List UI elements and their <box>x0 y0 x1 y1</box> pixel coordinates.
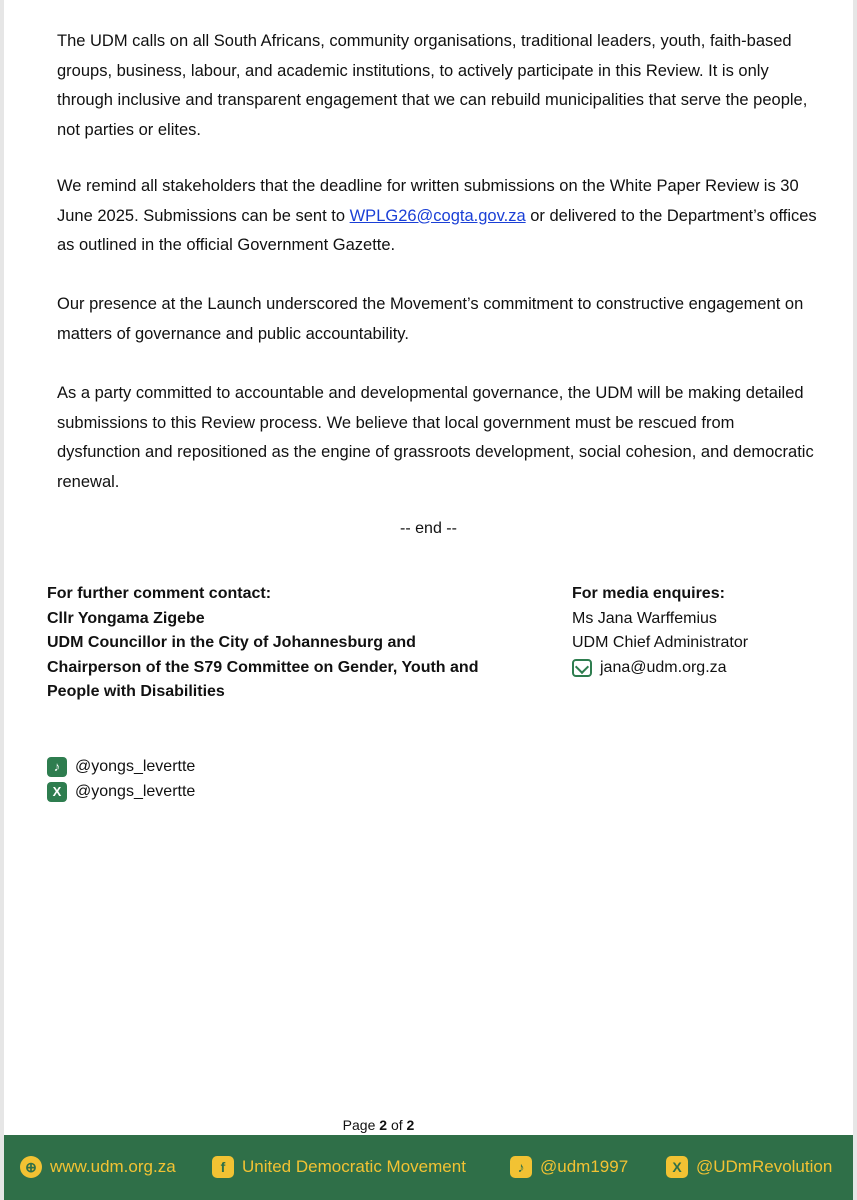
facebook-icon: f <box>212 1156 234 1178</box>
x-handle[interactable]: @yongs_levertte <box>75 782 196 800</box>
tiktok-icon: ♪ <box>47 757 67 777</box>
contact-right-role: UDM Chief Administrator <box>572 634 749 651</box>
end-marker: -- end -- <box>400 520 457 537</box>
contact-left-name: Cllr Yongama Zigebe <box>47 609 205 627</box>
footer-facebook[interactable] <box>212 1156 466 1178</box>
contact-right-block <box>572 582 832 680</box>
contact-left-role-line2: Chairperson of the S79 Committee on Gender, Youth and <box>47 658 479 676</box>
tiktok-handle-row <box>47 755 195 780</box>
page-number-prefix: Page <box>342 1117 380 1133</box>
social-handles <box>47 755 195 804</box>
contact-right-email-row <box>572 656 832 681</box>
contact-right-name: Ms Jana Warffemius <box>572 609 717 627</box>
contact-right-email[interactable]: jana@udm.org.za <box>600 658 727 676</box>
contact-left-block <box>47 582 527 705</box>
paragraph-deadline-text-end: or delivered to the Department’s offices as outlined in the official Government Gazette. <box>57 206 817 254</box>
paragraph-launch-presence: Our presence at the Launch underscored the Movement’s commitment to constructive engagement on matters of governance and public accountability. <box>57 295 804 343</box>
submission-email-link[interactable]: WPLG26@cogta.gov.za <box>349 206 526 225</box>
x-icon: X <box>47 782 67 802</box>
page-number-current: 2 <box>379 1117 388 1133</box>
contact-left-role-line3: People with Disabilities <box>47 683 225 700</box>
tiktok-handle[interactable]: @yongs_levertte <box>75 758 196 775</box>
paragraph-call-to-participate: The UDM calls on all South Africans, community organisations, traditional leaders, youth, faith-based groups, business, labour, and academic institutions, to actively participate in this Review. It is only through inclusive and transparent engagement that we can rebuild municipalities that serve the people, not parties or elites. <box>57 32 808 139</box>
tiktok-icon: ♪ <box>510 1156 532 1178</box>
x-handle-row <box>47 780 195 805</box>
footer-bar <box>4 1135 853 1200</box>
globe-icon: ⊕ <box>20 1156 42 1178</box>
x-icon: X <box>666 1156 688 1178</box>
footer-facebook-text: United Democratic Movement <box>242 1157 466 1176</box>
paragraph-submissions: As a party committed to accountable and developmental governance, the UDM will be making detailed submissions to this Review process. We believe that local government must be rescued from dysfunction and repositioned as the engine of grassroots development, social cohesion, and democratic renewal. <box>57 384 814 491</box>
mail-icon <box>572 659 592 677</box>
footer-tiktok-text: @udm1997 <box>540 1157 629 1176</box>
paragraph-deadline <box>57 172 817 261</box>
footer-x-text: @UDmRevolution <box>696 1157 833 1176</box>
footer-tiktok[interactable] <box>510 1156 628 1178</box>
contact-left-role-line1: UDM Councillor in the City of Johannesburg and <box>47 634 416 651</box>
contact-right-heading: For media enquires: <box>572 585 725 602</box>
page-number-middle: of <box>387 1117 407 1133</box>
footer-website[interactable] <box>20 1156 176 1178</box>
page-number-total: 2 <box>406 1117 415 1133</box>
contact-left-heading: For further comment contact: <box>47 585 272 602</box>
page-number <box>0 1117 757 1133</box>
footer-x[interactable] <box>666 1156 832 1178</box>
footer-website-text: www.udm.org.za <box>50 1157 176 1176</box>
paragraph-deadline-text: We remind all stakeholders that the deadline for written submissions on the White Paper Review is 30 June 2025. Submissions can be sent to <box>57 177 799 225</box>
